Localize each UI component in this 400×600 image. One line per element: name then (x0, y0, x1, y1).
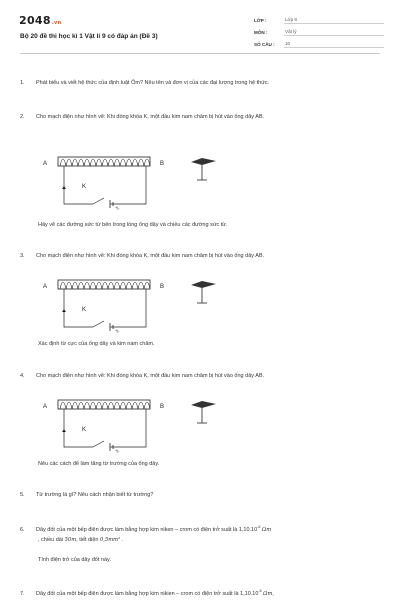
terminal-a-label: A (43, 284, 48, 290)
length-prefix: , chiều dài (38, 537, 65, 543)
question-number: 6. (20, 526, 25, 533)
compass-needle (191, 281, 216, 303)
question-text: Phát biểu và viết hệ thức của định luật Ôm? Nêu tên và đơn vị của các đại lượng trong hệ thức. (36, 80, 270, 86)
question-2-task: Hãy vẽ các đường sức từ bên trong lòng ống dây và chiều các đường sức từ. (38, 222, 228, 228)
circuit-wire (64, 166, 146, 204)
current-arrow (62, 429, 66, 432)
resistivity-exponent: -6 (258, 589, 262, 593)
terminal-b-label: B (160, 404, 165, 410)
class-value: Lớp 9 (284, 16, 384, 24)
wire-length: 50m (64, 537, 77, 543)
solenoid-ab (58, 157, 150, 166)
question-count-label: SỐ CÂU : (254, 41, 275, 47)
resistivity-unit: Ωm, (263, 590, 275, 597)
question-number: 2. (20, 114, 25, 120)
switch-label: K (82, 427, 87, 433)
current-arrow (62, 309, 66, 312)
question-4-task: Nêu các cách để làm tăng từ trường của ống dây. (38, 461, 160, 467)
question-6-line2 (38, 537, 123, 543)
resistivity-unit: Ωm (261, 526, 272, 533)
question-6-task: Tính điện trở của dây đốt này. (38, 557, 111, 563)
question-number: 3. (20, 253, 25, 259)
current-arrow (62, 186, 66, 189)
terminal-b-label: B (160, 284, 165, 290)
question-5 (20, 492, 153, 498)
subject-value: Vật lý (284, 28, 384, 36)
terminal-a-label: A (43, 404, 48, 410)
question-3 (20, 253, 264, 259)
question-6 (20, 525, 271, 533)
site-logo[interactable] (19, 14, 61, 27)
solenoid-ab (58, 280, 150, 289)
logo-tld: .vn (51, 20, 62, 26)
area-prefix: , tiết diện (76, 537, 100, 543)
compass-needle (191, 158, 216, 180)
class-row (254, 14, 384, 26)
question-4 (20, 373, 264, 379)
exam-info (254, 14, 384, 50)
terminal-b-label: B (160, 161, 165, 167)
terminal-a-label: A (43, 161, 48, 167)
svg-text:+|-: +|- (115, 205, 120, 210)
solenoid-ab (58, 400, 150, 409)
question-text: Cho mạch điện như hình vẽ: Khi đóng khóa K, một đầu kim nam châm bị hút vào ống dây AB. (36, 253, 265, 259)
document-title: Bộ 20 đề thi học kì 1 Vật lí 9 có đáp án (Đề 3) (20, 33, 158, 40)
question-3-task: Xác định từ cực của ống dây và kim nam châm. (38, 341, 155, 347)
logo-text: 2048 (19, 14, 51, 27)
switch-label: K (82, 307, 87, 313)
circuit-wire (64, 289, 146, 327)
switch-label: K (82, 184, 87, 190)
question-number: 7. (20, 590, 25, 597)
subject-row (254, 26, 384, 38)
question-text: Dây đốt của một bếp điện được làm bằng hợp kim nikien – crom có điện trở suất là 1,10.10 (36, 590, 259, 597)
svg-text:+|-: +|- (115, 328, 120, 333)
question-2 (20, 114, 264, 120)
header-divider (20, 53, 380, 54)
question-number: 4. (20, 373, 25, 379)
compass-needle (191, 401, 216, 423)
question-number: 5. (20, 492, 25, 498)
question-count-row (254, 38, 384, 50)
resistivity-exponent: -6 (257, 525, 261, 529)
question-1 (20, 80, 269, 86)
circuit-wire (64, 409, 146, 447)
line-end: . (120, 537, 124, 543)
subject-label: MÔN : (254, 29, 268, 35)
question-text: Từ trường là gì? Nêu cách nhận biết từ trường? (36, 492, 154, 498)
circuit-diagram (38, 152, 228, 212)
wire-area: 0,5mm² (100, 537, 121, 543)
circuit-diagram (38, 395, 228, 455)
circuit-diagram (38, 275, 228, 335)
question-text: Cho mạch điện như hình vẽ: Khi đóng khóa K, một đầu kim nam châm bị hút vào ống dây AB. (36, 114, 265, 120)
class-label: LỚP : (254, 17, 267, 23)
question-count-value: 10 (284, 40, 384, 48)
svg-text:+|-: +|- (115, 448, 120, 453)
question-text: Dây đốt của một bếp điện được làm bằng hợp kim niken – crom có điện trở suất là 1,10.10 (36, 526, 258, 533)
question-number: 1. (20, 80, 25, 86)
question-text: Cho mạch điện như hình vẽ: Khi đóng khóa K, một đầu kim nam châm bị hút vào ống dây AB. (36, 373, 265, 379)
question-7 (20, 589, 274, 597)
